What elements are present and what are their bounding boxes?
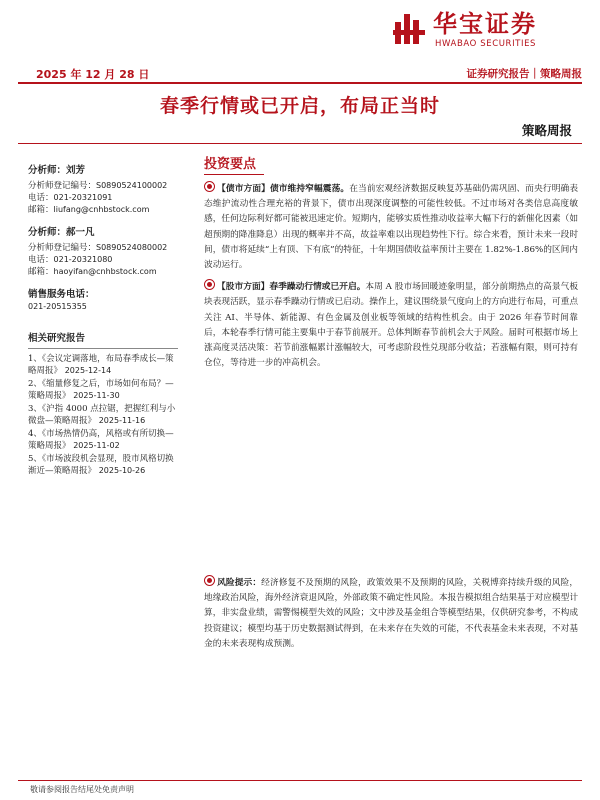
related-report-item[interactable] [28, 428, 178, 452]
cert-number: S0890524080002 [96, 243, 168, 252]
related-reports-title: 相关研究报告 [28, 333, 178, 349]
cert-label: 分析师登记编号： [28, 243, 97, 253]
footer-disclaimer: 敬请参阅报告结尾处免责声明 [30, 785, 134, 794]
related-report-item[interactable] [28, 378, 178, 402]
report-date: 2025 年 12 月 28 日 [36, 68, 150, 81]
bond-paragraph [204, 181, 578, 273]
section-title: 投资要点 [204, 153, 264, 175]
doc-type: 策略周报 [521, 123, 572, 138]
related-report-item[interactable] [28, 403, 178, 427]
sales-label: 销售服务电话： [28, 289, 95, 300]
phone-number: 021-20321091 [53, 193, 113, 202]
stock-heading: 【股市方面】春季躁动行情或已开启。 [217, 282, 366, 293]
related-report-item[interactable] [28, 453, 178, 477]
risk-heading: 风险提示： [217, 578, 262, 588]
sales-phone: 021-20515355 [28, 302, 87, 311]
divider [18, 143, 582, 144]
related-report-date: 2025-11-30 [73, 391, 120, 400]
footer-divider [18, 780, 582, 781]
cert-label: 分析师登记编号： [28, 181, 97, 191]
sidebar [28, 165, 178, 478]
email-link[interactable]: haoyifan@cnhbstock.com [53, 267, 157, 276]
analyst-name: 分析师：郝一凡 [28, 227, 95, 238]
related-report-date: 2025-10-26 [98, 466, 146, 475]
phone-label: 电话： [28, 255, 54, 265]
email-label: 邮箱： [28, 205, 54, 215]
related-report-title: 2、《缩量修复之后，市场如何布局？—策略周报》 [28, 379, 174, 401]
analyst-block [28, 227, 178, 278]
related-report-title: 4、《市场热情仍高，风格或有所切换—策略周报》 [28, 429, 174, 451]
risk-body: 经济修复不及预期的风险，政策效果不及预期的风险，关税博弈持续升级的风险，地缘政治风险，海外经济衰退风险，外部政策不确定性风险。本报告模拟组合结果基于对应模型计算，非实盘业绩，需警惕模型失效的风险；文中涉及基金组合等模型结果，仅供研究参考，不构成投资建议；模型均基于历史数据测试得到，在未来存在失效的可能，不代表基金未来表现，不对基金的未来表现构成预测。 [204, 578, 579, 649]
analyst-name: 分析师：刘芳 [28, 165, 86, 176]
email-link[interactable]: liufang@cnhbstock.com [53, 205, 150, 214]
related-report-title: 3、《沪指 4000 点拉锯，把握红利与小微盘—策略周报》 [28, 404, 176, 426]
brand-name-cn: 华宝证券 [433, 10, 537, 38]
report-category: 证券研究报告｜策略周报 [466, 68, 582, 80]
analyst-block [28, 165, 178, 216]
cert-number: S0890524100002 [96, 181, 168, 190]
bullet-icon [204, 181, 215, 192]
risk-paragraph [204, 575, 578, 652]
page-title: 春季行情或已开启，布局正当时 [159, 95, 440, 117]
email-label: 邮箱： [28, 267, 54, 277]
bullet-icon [204, 575, 215, 586]
related-report-date: 2025-11-16 [98, 416, 146, 425]
main-content [204, 153, 578, 377]
related-report-title: 1、《会议定调落地，布局春季成长—策略周报》 [28, 354, 174, 376]
phone-number: 021-20321080 [53, 255, 113, 264]
brand-logo [393, 8, 593, 52]
bond-heading: 【债市方面】债市维持窄幅震荡。 [217, 184, 350, 194]
stock-body: 本周 A 股市场回暖迹象明显，部分前期热点的高景气板块表现活跃，显示春季躁动行情或已启动。操作上，建议围绕景气度向上的方向进行布局，可重点关注 AI、半导体、新能源、有色金属及创业板等领域的结构性机会。由于 2026 年春节时间靠后，本轮春季行情可能主要集中于春节前展开。总体判断春节前机会大于风险。届时可根据市场上涨高度灵活决策：若节前涨幅累计涨幅较大，可考虑阶段性兑现部分收益；若涨幅有限，则可持有仓位，等待进一步的冲高机会。 [204, 282, 579, 369]
related-report-title: 5、《市场波段机会显现，股市风格切换渐近—策略周报》 [28, 454, 174, 476]
brand-name-en: HWABAO SECURITIES [435, 39, 537, 49]
brand-mark-icon [393, 12, 425, 46]
bond-body: 在当前宏观经济数据反映复苏基础仍需巩固、而央行明确表态维护流动性合理充裕的背景下，债市出现深度调整的可能性较低。不过市场对各类信息高度敏感，任何边际利好都可能被迅速定价。短期内，能够实质性推动收益率大幅下行的新催化因素（如超预期的降准降息）出现的概率并不高，故益率难以出现趋势性下行。综合来看，预计未来一段时间，债市将延续“上有顶、下有底”的特征，十年期国债收益率预计主要在 1.82%-1.86%的区间内波动运行。 [204, 184, 579, 271]
bullet-icon [204, 279, 215, 290]
related-report-date: 2025-11-02 [73, 441, 120, 450]
related-report-date: 2025-12-14 [64, 366, 112, 375]
stock-paragraph [204, 279, 578, 371]
related-report-item[interactable] [28, 353, 178, 377]
phone-label: 电话： [28, 193, 54, 203]
